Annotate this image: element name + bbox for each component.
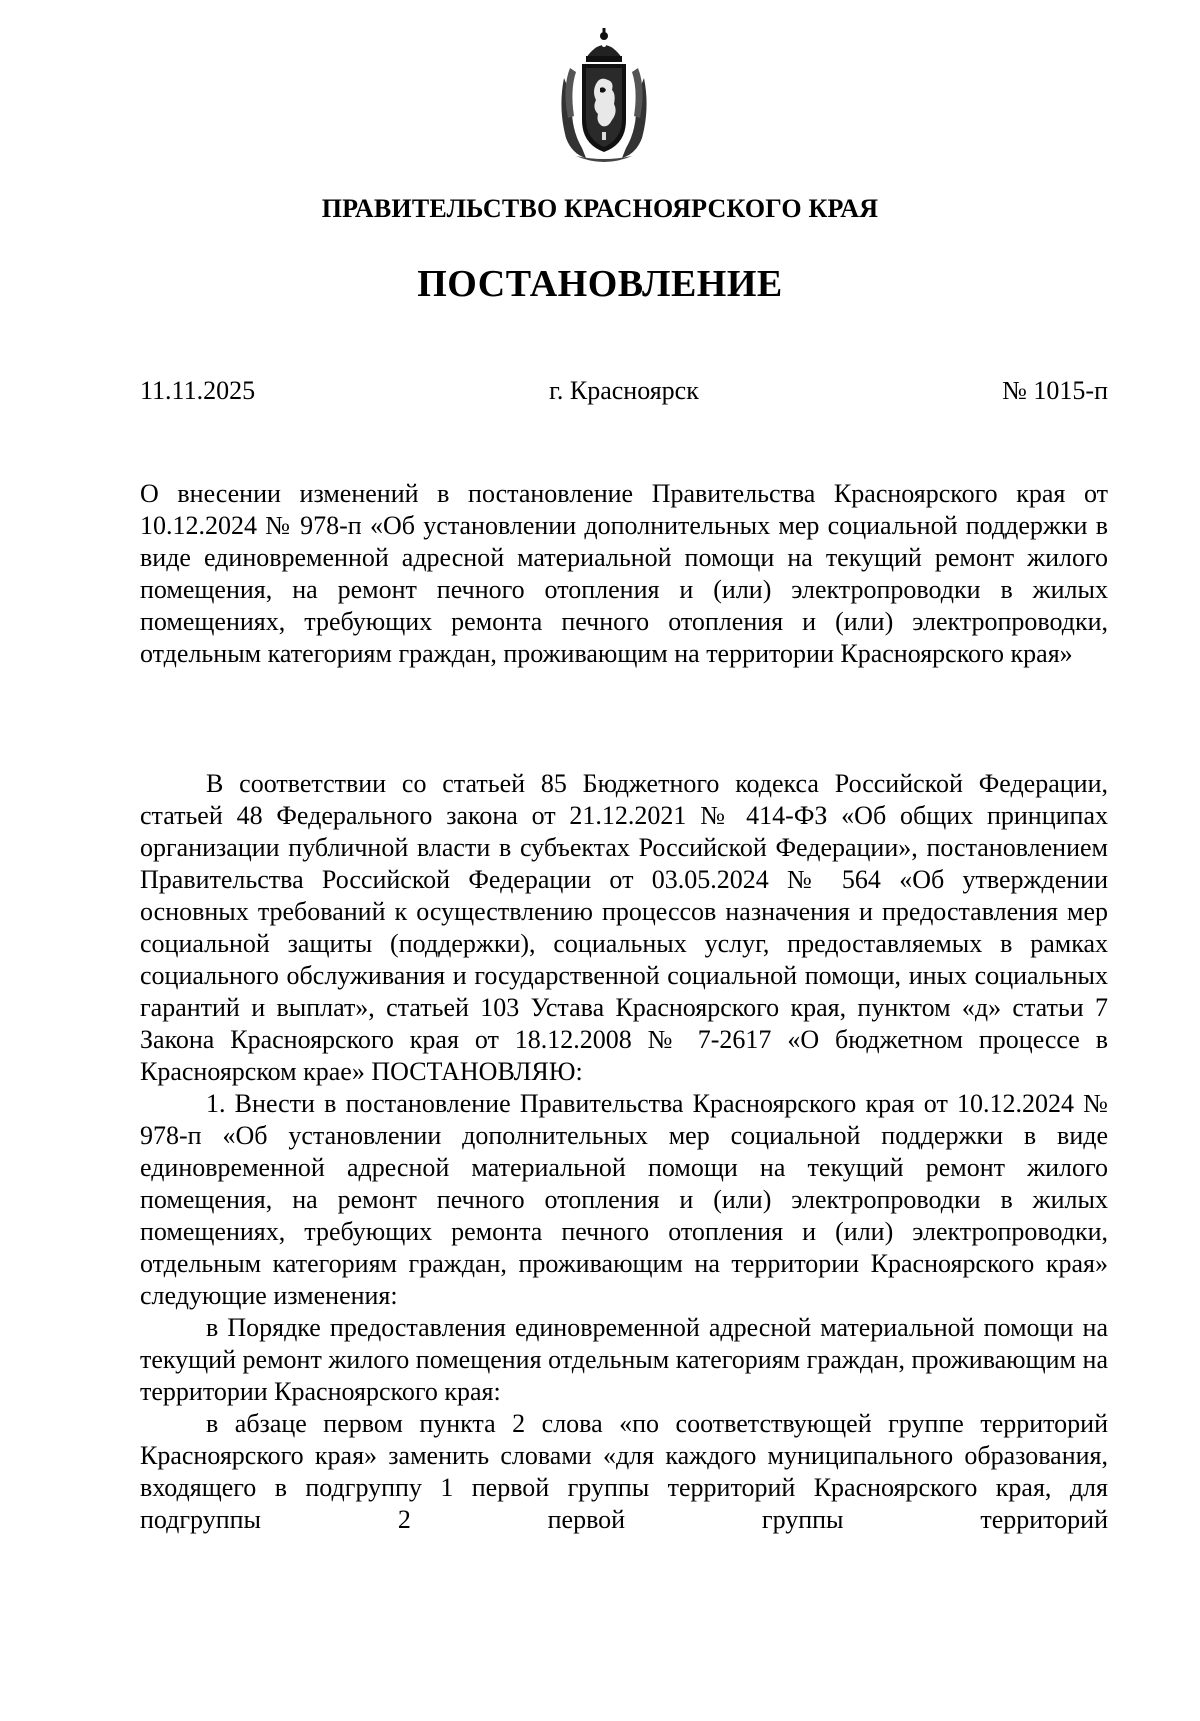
document-date: 11.11.2025 <box>140 376 256 405</box>
item-1-paragraph: 1. Внести в постановление Правительства Красноярского края от 10.12.2024 № 978-п «Об установлении дополнительных мер социальной поддержки в виде единовременной адресной материальной помощи на текущий ремонт жилого помещения, на ремонт печного отопления и (или) электропроводки в жилых помещениях, требующих ремонта печного отопления и (или) электропроводки, отдельным категориям граждан, проживающим на территории Красноярского края» следующие изменения: <box>140 1089 1108 1310</box>
coat-of-arms-emblem <box>556 28 652 166</box>
document-body <box>140 768 1108 1536</box>
document-city: г. Красноярск <box>549 376 699 405</box>
procedure-paragraph: в Порядке предоставления единовременной адресной материальной помощи на текущий ремонт жилого помещения отдельным категориям граждан, проживающим на территории Красноярского края: <box>140 1313 1108 1406</box>
government-title: ПРАВИТЕЛЬСТВО КРАСНОЯРСКОГО КРАЯ <box>321 194 879 223</box>
document-type-heading: ПОСТАНОВЛЕНИЕ <box>417 263 783 305</box>
document-meta-row <box>140 376 1108 412</box>
preamble-paragraph: В соответствии со статьей 85 Бюджетного кодекса Российской Федерации, статьей 48 Федерального закона от 21.12.2021 № 414-ФЗ «Об общих принципах организации публичной власти в субъектах Российской Федерации», постановлением Правительства Российской Федерации от 03.05.2024 № 564 «Об утверждении основных требований к осуществлению процессов назначения и предоставления мер социальной защиты (поддержки), социальных услуг, предоставляемых в рамках социального обслуживания и государственной социальной помощи, иных социальных гарантий и выплат», статьей 103 Устава Красноярского края, пунктом «д» статьи 7 Закона Красноярского края от 18.12.2008 № 7-2617 «О бюджетном процессе в Красноярском крае» ПОСТАНОВЛЯЮ: <box>140 769 1108 1086</box>
document-subject: О внесении изменений в постановление Правительства Красноярского края от 10.12.2024 № 978-п «Об установлении дополнительных мер социальной поддержки в виде единовременной адресной материальной помощи на текущий ремонт жилого помещения, на ремонт печного отопления и (или) электропроводки в жилых помещениях, требующих ремонта печного отопления и (или) электропроводки, отдельным категориям граждан, проживающим на территории Красноярского края» <box>140 479 1108 668</box>
amendment-paragraph: в абзаце первом пункта 2 слова «по соответствующей группе территорий Красноярского края» заменить словами «для каждого муниципального образования, входящего в подгруппу 1 первой группы территорий Красноярского края, для подгруппы 2 первой группы территорий <box>140 1409 1108 1534</box>
document-number: № 1015-п <box>1002 376 1108 405</box>
